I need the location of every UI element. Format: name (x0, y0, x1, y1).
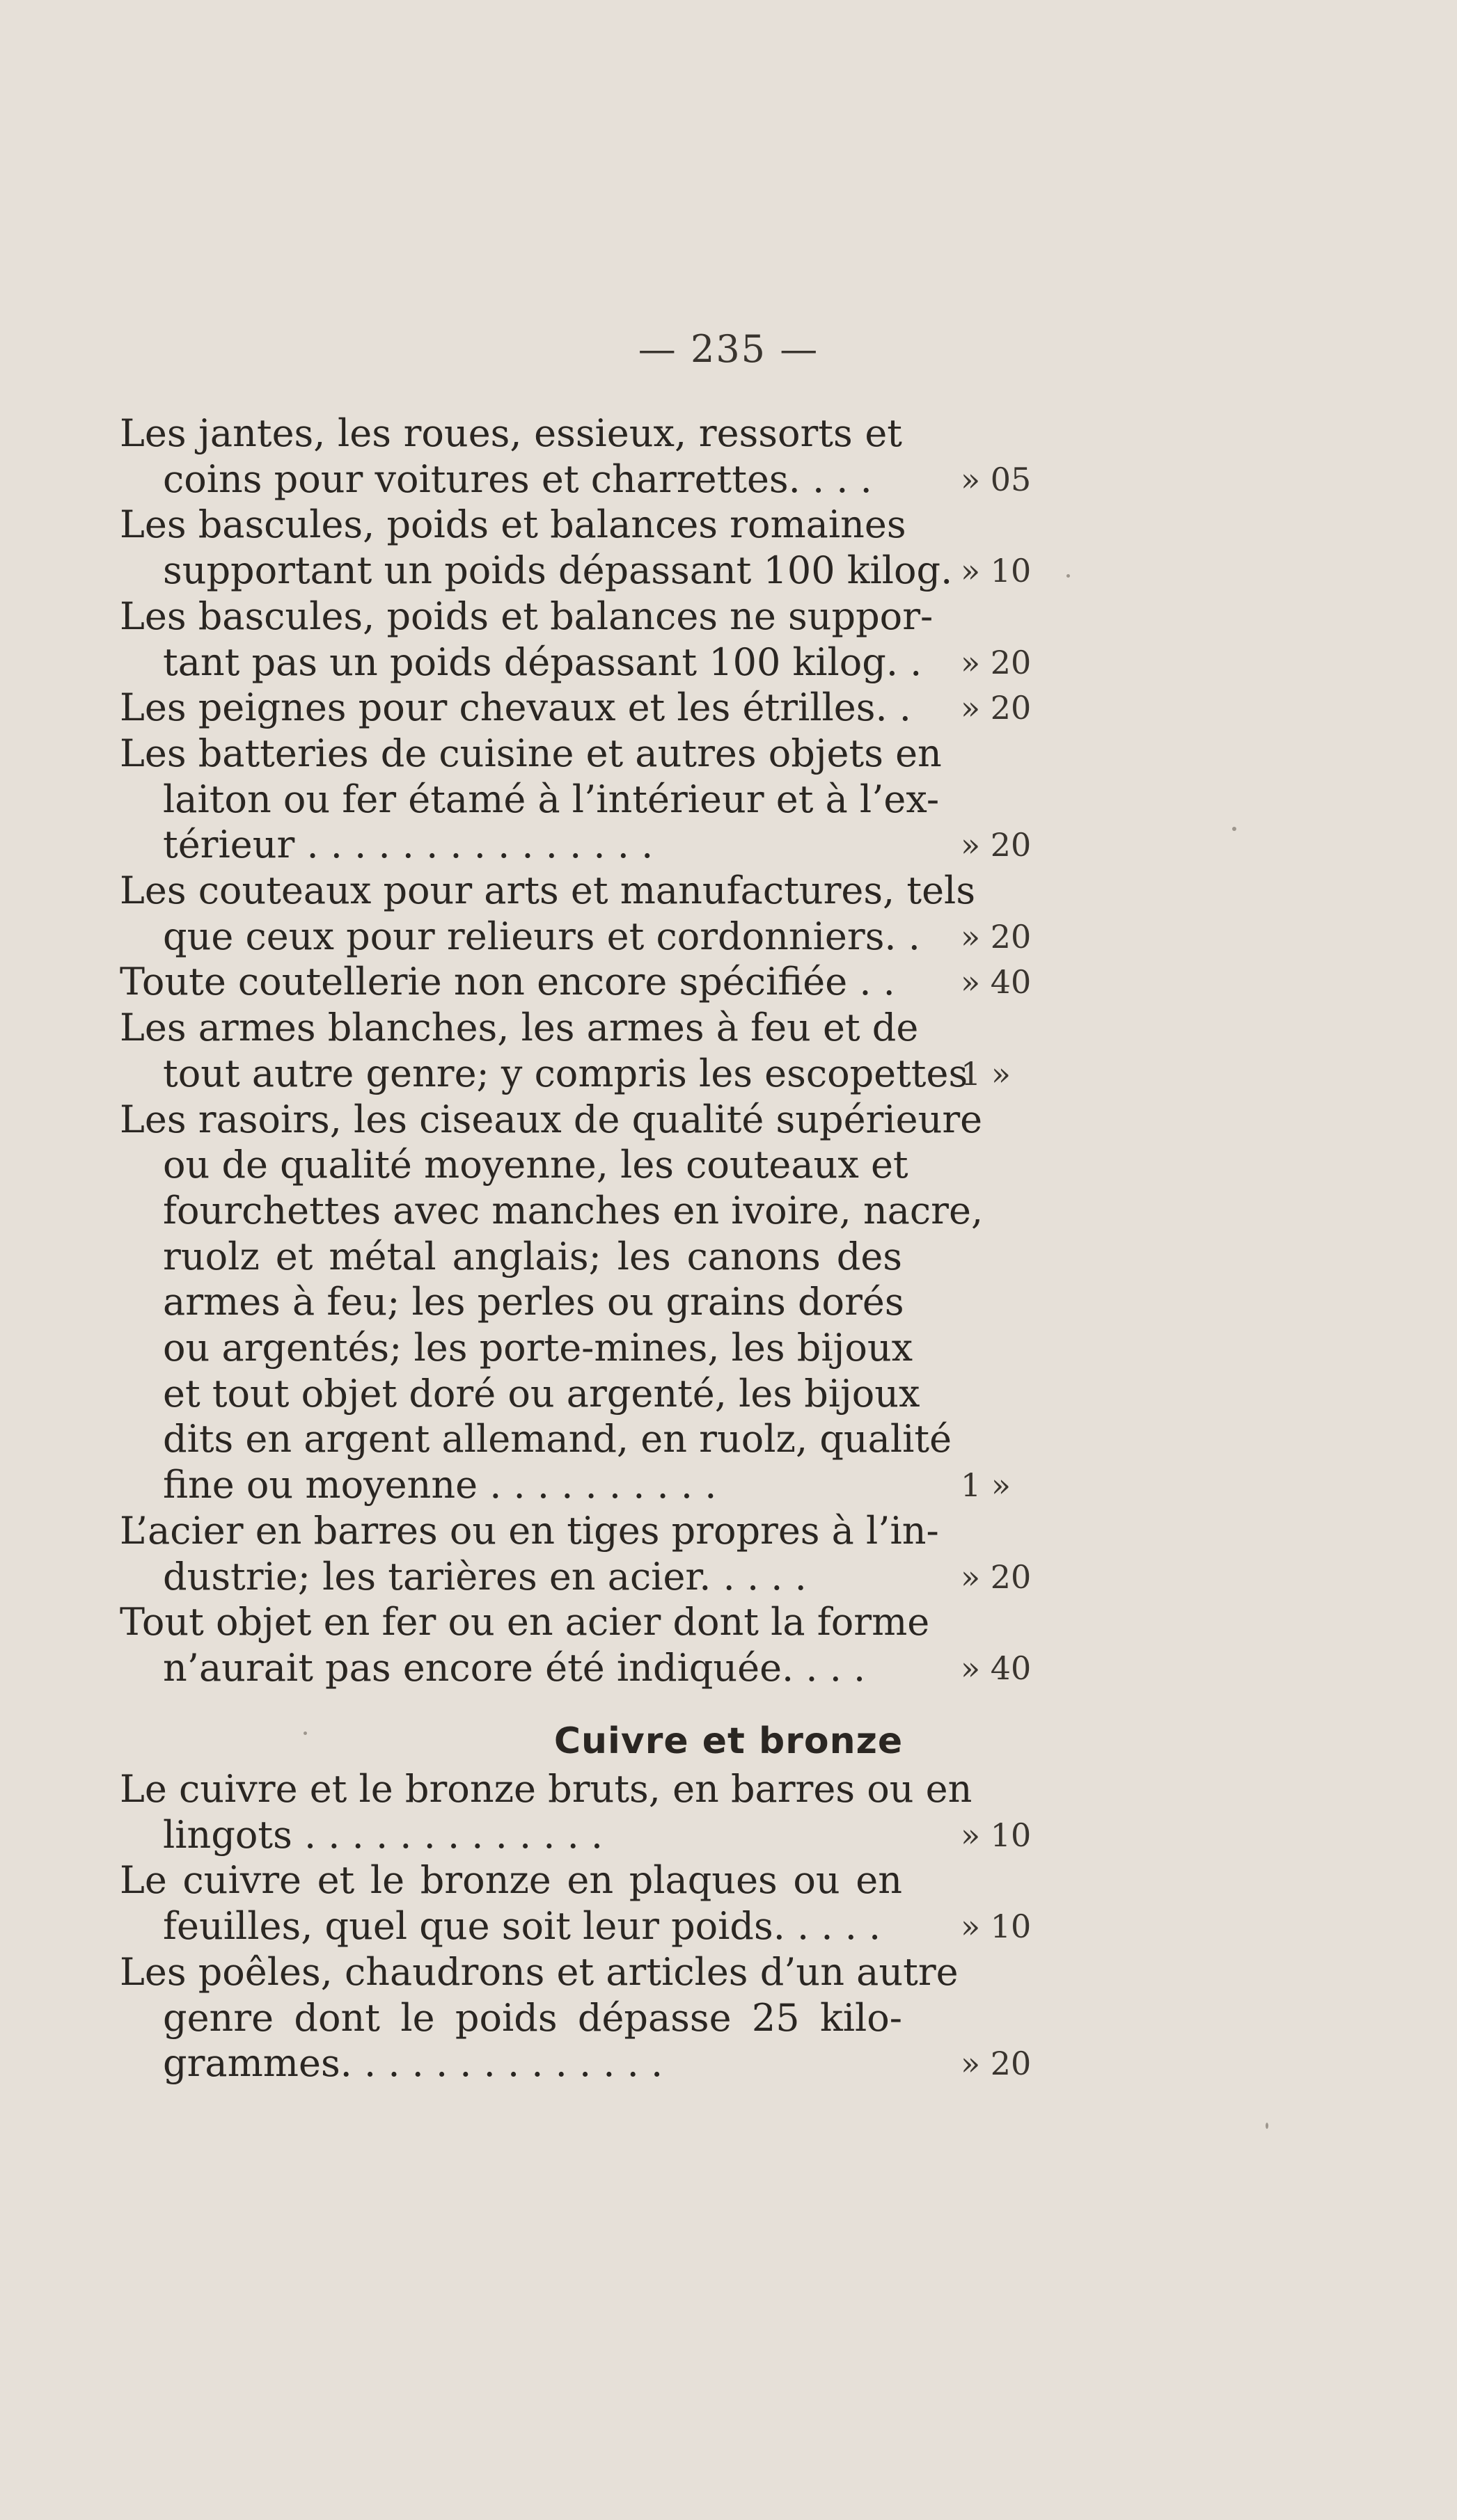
duty-rate: » 40 (961, 1649, 1032, 1687)
entry-continuation: et tout objet doré ou argenté, les bijoux (163, 1371, 920, 1416)
entry-text: L’acier en barres ou en tiges propres à l’in- (120, 1508, 939, 1553)
entry-continuation: grammes. . . . . . . . . . . . . . (163, 2041, 663, 2086)
entry-text: Le cuivre et le bronze bruts, en barres ou en (120, 1767, 972, 1811)
duty-rate: » 20 (961, 643, 1032, 681)
duty-rate: » 20 (961, 1558, 1032, 1596)
entry-continuation: tout autre genre; y compris les escopettes (163, 1051, 968, 1095)
paper-speck (1066, 574, 1070, 578)
duty-rate: 1 » (961, 1466, 1011, 1505)
entry-text: Les rasoirs, les ciseaux de qualité supérieure (120, 1097, 983, 1141)
duty-rate: » 20 (961, 689, 1032, 727)
duty-rate: » 10 (961, 552, 1032, 590)
entry-continuation: térieur . . . . . . . . . . . . . . . (163, 823, 654, 867)
entry-continuation: ou argentés; les porte-mines, les bijoux (163, 1326, 913, 1370)
paper-speck (1266, 2123, 1268, 2129)
entry-continuation: fourchettes avec manches en ivoire, nacre, (163, 1188, 984, 1233)
duty-rate: » 20 (961, 2045, 1032, 2083)
entry-text: Les jantes, les roues, essieux, ressorts et (120, 411, 902, 455)
entry-continuation: n’aurait pas encore été indiquée. . . . (163, 1645, 866, 1690)
duty-rate: » 40 (961, 963, 1032, 1001)
paper-speck (304, 1731, 307, 1735)
entry-text: Tout objet en fer ou en acier dont la forme (120, 1600, 930, 1645)
entry-text: Les peignes pour chevaux et les étrilles. . (120, 686, 911, 730)
entry-text: Les armes blanches, les armes à feu et de (120, 1006, 919, 1050)
entry-continuation: que ceux pour relieurs et cordonniers. . (163, 914, 920, 958)
entry-continuation: fine ou moyenne . . . . . . . . . . (163, 1463, 717, 1507)
entry-text: Le cuivre et le bronze en plaques ou en (120, 1858, 902, 1903)
entry-continuation: armes à feu; les perles ou grains dorés (163, 1280, 904, 1324)
duty-rate: » 05 (961, 460, 1032, 498)
section-heading: Cuivre et bronze (553, 1720, 904, 1763)
duty-rate: » 10 (961, 1816, 1032, 1854)
entry-continuation: ruolz et métal anglais; les canons des (163, 1234, 902, 1278)
entry-text: Les bascules, poids et balances romaines (120, 502, 906, 547)
entry-continuation: feuilles, quel que soit leur poids. . . . . (163, 1904, 881, 1949)
entry-continuation: genre dont le poids dépasse 25 kilo- (163, 1995, 902, 2040)
entry-text: Les poêles, chaudrons et articles d’un autre (120, 1949, 959, 1994)
entry-continuation: ou de qualité moyenne, les couteaux et (163, 1143, 908, 1187)
entry-continuation: dits en argent allemand, en ruolz, qualité (163, 1417, 952, 1461)
entry-text: Les bascules, poids et balances ne suppor- (120, 594, 934, 638)
entry-continuation: supportant un poids dépassant 100 kilog. (163, 548, 953, 593)
entry-continuation: lingots . . . . . . . . . . . . . (163, 1812, 604, 1857)
entry-continuation: laiton ou fer étamé à l’intérieur et à l’ex- (163, 777, 940, 821)
duty-rate: » 20 (961, 917, 1032, 956)
entry-continuation: coins pour voitures et charrettes. . . . (163, 457, 872, 501)
entry-text: Toute coutellerie non encore spécifiée . . (120, 960, 895, 1004)
entry-text: Les couteaux pour arts et manufactures, tels (120, 869, 976, 912)
duty-rate: » 10 (961, 1908, 1032, 1946)
entry-continuation: tant pas un poids dépassant 100 kilog. . (163, 640, 922, 684)
duty-rate: » 20 (961, 826, 1032, 864)
paper-speck (1232, 827, 1236, 831)
entry-text: Les batteries de cuisine et autres objets en (120, 731, 942, 775)
entry-continuation: dustrie; les tarières en acier. . . . . (163, 1554, 807, 1599)
page-number: — 235 — (638, 327, 819, 371)
duty-rate: 1 » (961, 1054, 1011, 1093)
